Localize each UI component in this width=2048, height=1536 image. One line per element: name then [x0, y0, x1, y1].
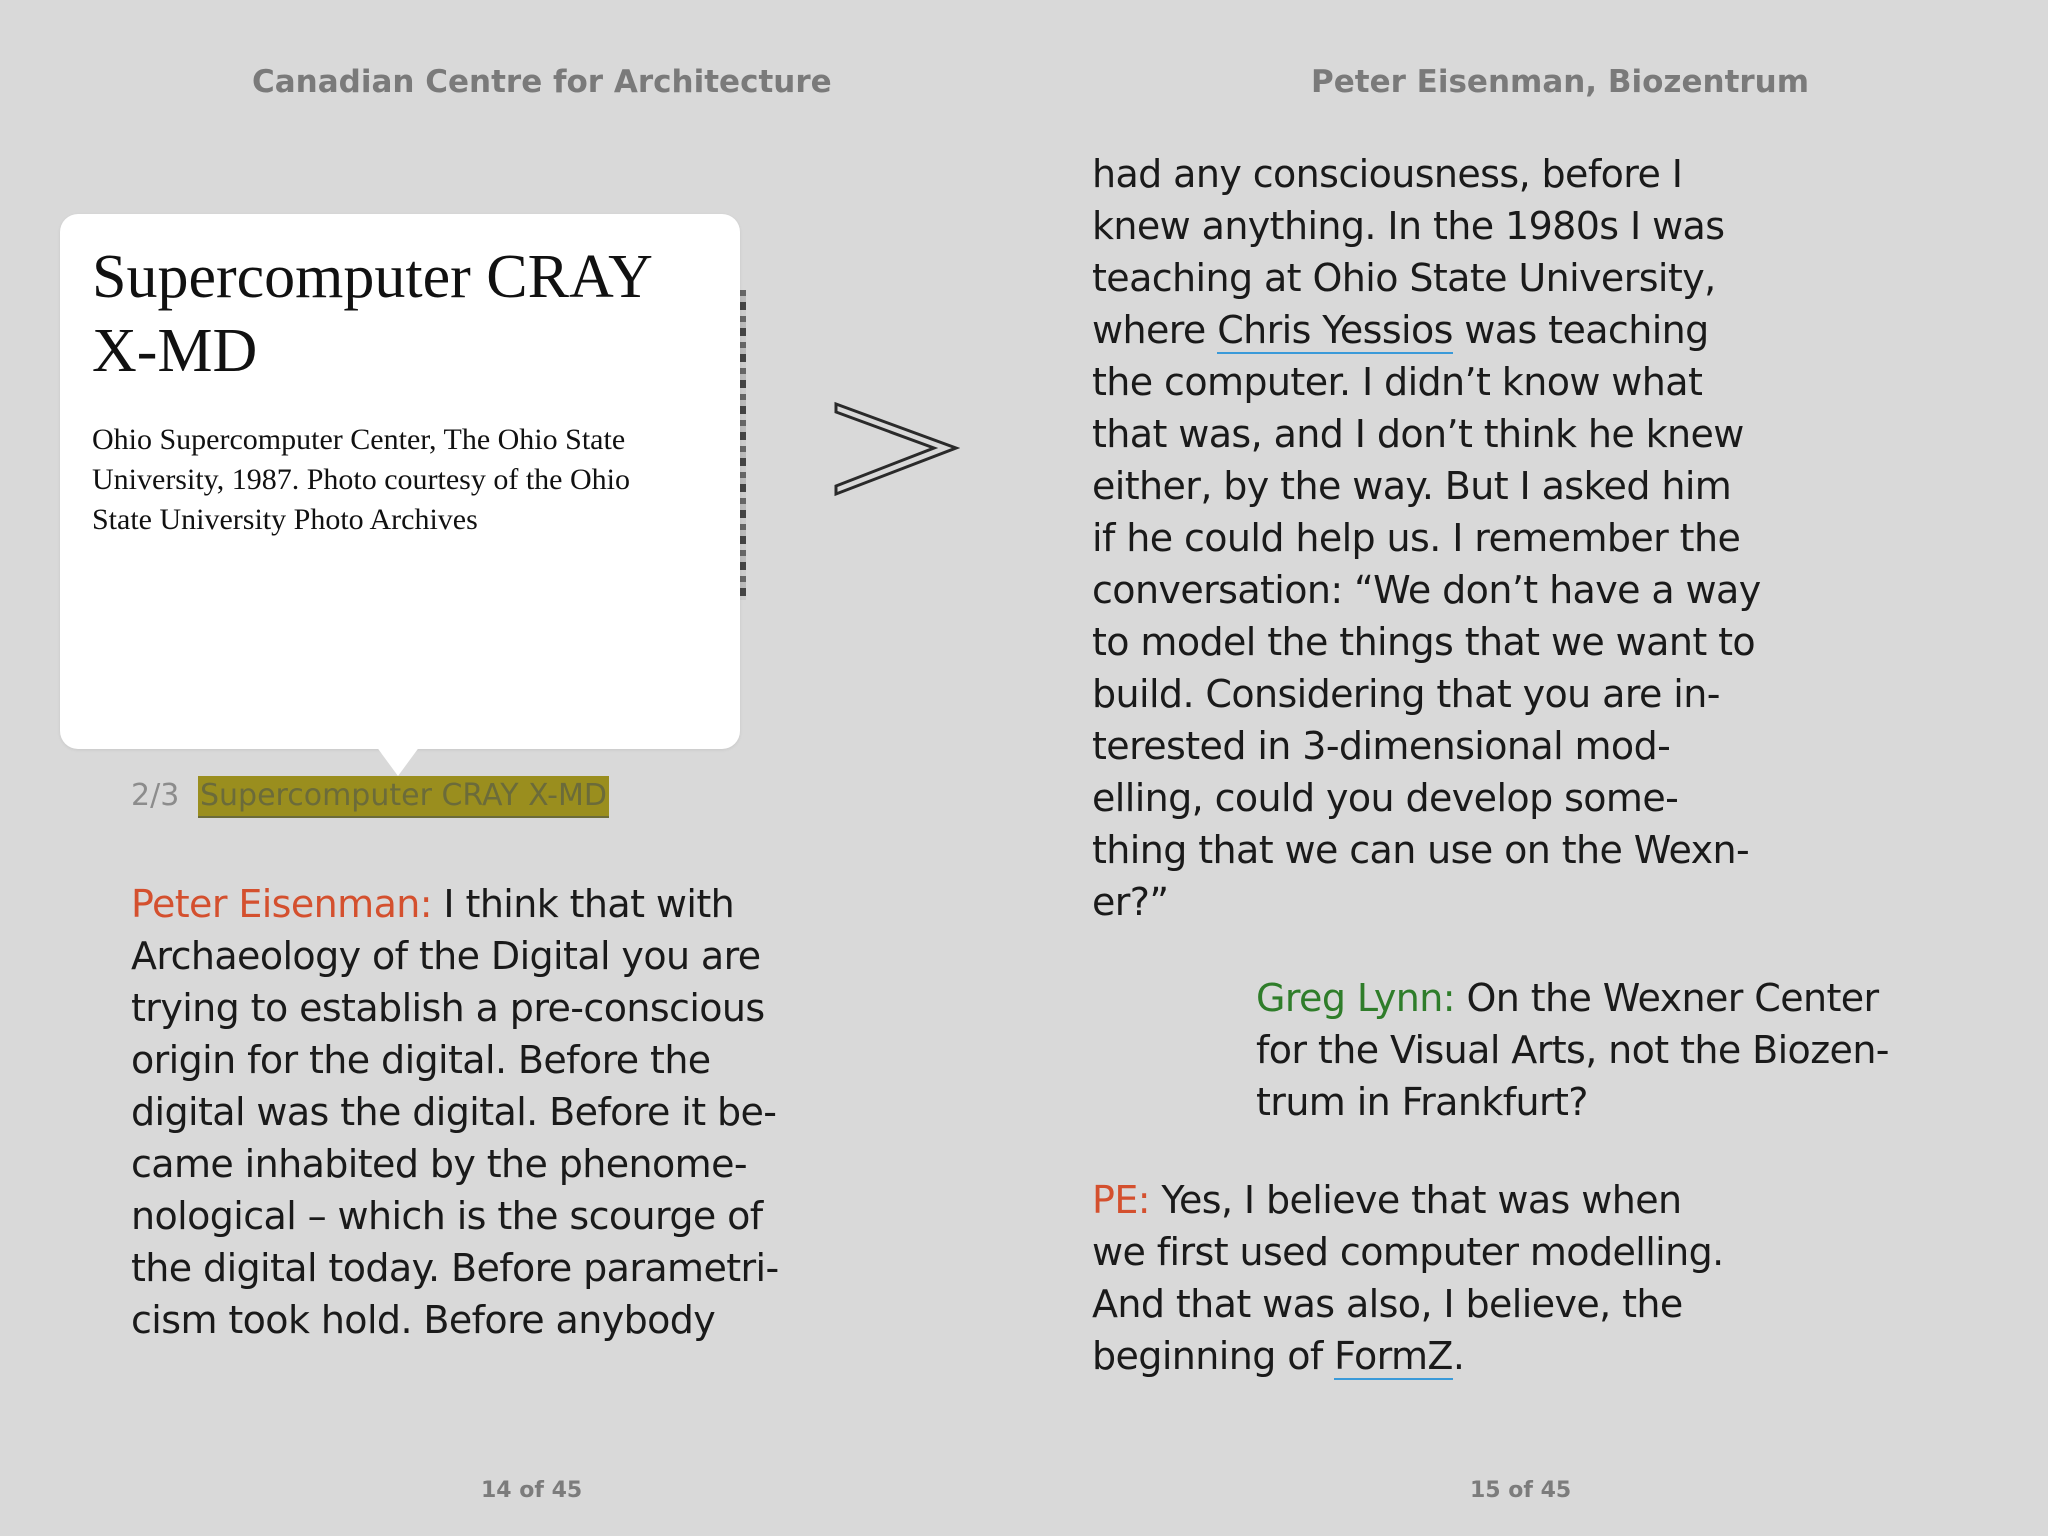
right-page-header: Peter Eisenman, Biozentrum: [1311, 64, 1810, 100]
text-line: origin for the digital. Before the: [131, 1038, 711, 1082]
text-line: the computer. I didn’t know what: [1092, 360, 1703, 404]
popover-title-line: X-MD: [92, 317, 258, 385]
text-line: came inhabited by the phenome-: [131, 1142, 747, 1186]
text-line: thing that we can use on the Wexn-: [1092, 828, 1750, 872]
speaker-name: Greg Lynn:: [1256, 976, 1455, 1020]
text-line: er?”: [1092, 880, 1169, 924]
text-line: And that was also, I believe, the: [1092, 1282, 1683, 1326]
left-page-text: [131, 878, 779, 1346]
text-fragment: was teaching: [1452, 308, 1709, 352]
text-line: trum in Frankfurt?: [1256, 1080, 1588, 1124]
text-line: teaching at Ohio State University,: [1092, 256, 1716, 300]
formz-link[interactable]: FormZ: [1334, 1334, 1453, 1378]
text-line: to model the things that we want to: [1092, 620, 1756, 664]
speaker-name: PE:: [1092, 1178, 1150, 1222]
chevron-right-icon[interactable]: [830, 400, 960, 500]
right-page-number: 15 of 45: [1470, 1478, 1572, 1503]
right-page-paragraph-3: [1092, 1174, 1724, 1382]
chris-yessios-link[interactable]: Chris Yessios: [1217, 308, 1453, 352]
popover-pointer: [376, 746, 420, 776]
text-line: I think that with: [431, 882, 735, 926]
text-line: build. Considering that you are in-: [1092, 672, 1720, 716]
popover-desc-line: University, 1987. Photo courtesy of the Ohio: [92, 463, 630, 496]
text-line: we first used computer modelling.: [1092, 1230, 1724, 1274]
popover-desc-line: Ohio Supercomputer Center, The Ohio State: [92, 423, 626, 456]
text-line: Archaeology of the Digital you are: [131, 934, 761, 978]
right-page-paragraph-1: [1092, 148, 1761, 928]
text-fragment: beginning of: [1092, 1334, 1335, 1378]
text-line: if he could help us. I remember the: [1092, 516, 1741, 560]
text-line: that was, and I don’t think he knew: [1092, 412, 1744, 456]
popover-description: [92, 420, 630, 540]
text-line: elling, could you develop some-: [1092, 776, 1679, 820]
text-line: the digital today. Before parametri-: [131, 1246, 779, 1290]
left-page-header: Canadian Centre for Architecture: [252, 64, 832, 100]
text-fragment: Yes, I believe that was when: [1149, 1178, 1682, 1222]
right-page-paragraph-2: [1256, 972, 1889, 1128]
text-fragment: On the Wexner Center: [1454, 976, 1879, 1020]
left-page-number: 14 of 45: [481, 1478, 583, 1503]
text-line: knew anything. In the 1980s I was: [1092, 204, 1725, 248]
figure-counter: 2/3: [131, 778, 180, 813]
speaker-name: Peter Eisenman:: [131, 882, 432, 926]
text-fragment: .: [1452, 1334, 1465, 1378]
text-line: either, by the way. But I asked him: [1092, 464, 1732, 508]
text-line: had any consciousness, before I: [1092, 152, 1683, 196]
figure-caption-link[interactable]: Supercomputer CRAY X-MD: [198, 776, 609, 818]
popover-title-line: Supercomputer CRAY: [92, 243, 653, 311]
text-fragment: where: [1092, 308, 1218, 352]
text-line: nological – which is the scourge of: [131, 1194, 763, 1238]
text-line: terested in 3-dimensional mod-: [1092, 724, 1671, 768]
popover-title: [92, 240, 653, 388]
text-line: cism took hold. Before anybody: [131, 1298, 716, 1342]
text-line: digital was the digital. Before it be-: [131, 1090, 777, 1134]
popover-desc-line: State University Photo Archives: [92, 503, 478, 536]
text-line: conversation: “We don’t have a way: [1092, 568, 1761, 612]
text-line: trying to establish a pre-conscious: [131, 986, 765, 1030]
text-line: for the Visual Arts, not the Biozen-: [1256, 1028, 1889, 1072]
figure-image[interactable]: [740, 290, 746, 600]
